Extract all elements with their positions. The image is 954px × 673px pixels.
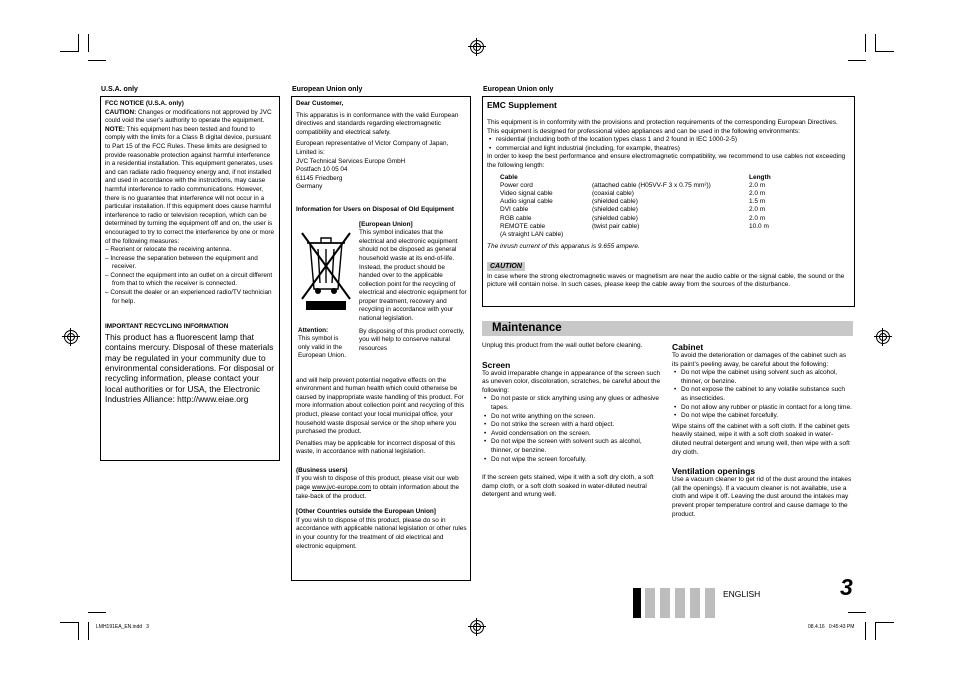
eu-notice-box (291, 96, 471, 581)
conformance-text: This apparatus is in conformance with the valid European directives and standards regarding electromagnetic compatibility and electrical safety. (296, 111, 459, 136)
list-item: • residential (including both of the location types class 1 and 2 found in IEC 1000-2-5) (487, 136, 850, 145)
disposal-continued: and will help prevent potential negative effects on the environment and human health which could otherwise be caused by inappropriate waste handling of this product. For more information about collection point and recycling of this product, please contact your local municipal office, your household waste disposal service or the shop where you purchased the product. (296, 376, 465, 436)
list-item: • Do not wipe the cabinet forcefully. (672, 412, 852, 421)
crop-mark (865, 34, 866, 52)
list-item: • Do not strike the screen with a hard object. (482, 421, 662, 430)
print-timestamp: 08.4.16 0:45:43 PM (808, 624, 855, 630)
fcc-measures-list (105, 246, 276, 306)
registration-mark-icon (64, 330, 78, 344)
column-header-eu: European Union only (292, 86, 363, 93)
crossed-out-bin-icon (298, 229, 354, 311)
crop-mark (865, 622, 866, 640)
inrush-current: The inrush current of this apparatus is 9.655 ampere. (487, 243, 640, 251)
cable-note: In order to keep the best performance and ensure electromagnetic compatibility, we recommend to use cables not exceeding the following length: (487, 153, 846, 169)
list-item: • Do not wipe the cabinet using solvent such as alcohol, thinner, or benzine. (672, 369, 852, 386)
crop-mark (876, 51, 894, 52)
fcc-note: NOTE: This equipment has been tested and found to comply with the limits for a Class B digital device, pursuant to Part 15 of the FCC Rules. These limits are designed to provide reasonable protection against harmful interference in a residential installation. This equipment generates, uses and can radiate radio frequency energy and, if not installed and used in accordance with the instructions, may cause harmful interference to radio communications. However, there is no guarantee that interference will not occur in a particular installation. If this equipment does cause harmful interference to radio or television reception, which can be determined by turning the equipment off and on, the user is encouraged to try to correct the interference by one or more of the following measures: (105, 125, 275, 245)
emc-title: EMC Supplement (487, 100, 557, 110)
environments-list (487, 136, 850, 153)
jvc-europe-link[interactable]: www.jvc-europe.com (312, 484, 371, 492)
crop-mark (875, 34, 876, 52)
page-marker-gray-bars (645, 588, 717, 618)
crop-mark (60, 51, 78, 52)
crop-mark (848, 612, 866, 613)
dear-customer: Dear Customer, (296, 100, 344, 107)
registration-mark-icon (470, 620, 484, 634)
table-row: Power cord (attached cable (H05VV-F 3 x 0.75 mm²)) 2.0 m (500, 181, 766, 189)
registration-mark-icon (876, 330, 890, 344)
maintenance-title: Maintenance (492, 322, 562, 334)
list-item: • Do not wipe the screen with solvent such as alcohol, thinner, or benzine. (482, 438, 662, 455)
ventilation-title: Ventilation openings (672, 466, 756, 477)
table-header: Cable Length (500, 173, 771, 181)
column-header-eu-emc: European Union only (483, 86, 554, 93)
unplug-text: Unplug this product from the wall outlet before cleaning. (482, 342, 643, 349)
page-marker-black-bar (633, 588, 641, 618)
fcc-caution: CAUTION: Changes or modifications not approved by JVC could void the user’s authority to operate the equipment. (105, 108, 272, 125)
crop-mark (848, 60, 866, 61)
emc-caution-text: In case where the strong electromagnetic waves or magnetism are near the audio cable or the signal cable, the sound or the picture will contain noise. In such cases, please keep the cable away from the sources of the disturbance. (487, 272, 845, 289)
fcc-notice-title: FCC NOTICE (U.S.A. only) (105, 100, 184, 107)
list-item: • commercial and light industrial (including, for example, theatres) (487, 145, 850, 154)
other-countries-title: [Other Countries outside the European Union] (296, 508, 436, 516)
list-item: – Consult the dealer or an experienced radio/TV technician for help. (105, 289, 272, 305)
list-item: • Do not paste or stick anything using any glues or adhesive tapes. (482, 395, 662, 412)
table-row: DVI cable (shielded cable) 2.0 m (500, 206, 766, 214)
maintenance-banner (482, 321, 853, 336)
list-item: • Do not allow any rubber or plastic in contact for a long time. (672, 404, 852, 413)
fcc-notice-box (100, 96, 280, 461)
maintenance-right-column (672, 342, 852, 519)
language-label: ENGLISH (723, 589, 761, 599)
emc-intro: This equipment is in conformity with the provisions and protection requirements of the corresponding European Directives. This equipment is designed for professional video appliances and can be used in the following environments: (487, 119, 838, 135)
table-row: (A straight LAN cable) (500, 230, 564, 238)
table-row: Video signal cable (coaxial cable) 2.0 m (500, 189, 766, 197)
list-item: – Reorient or relocate the receiving antenna. (105, 246, 232, 254)
emc-supplement-box (482, 96, 855, 307)
crop-mark (88, 60, 106, 61)
cable-length-table (500, 174, 771, 240)
page-number: 3 (840, 574, 853, 600)
recycling-title: IMPORTANT RECYCLING INFORMATION (105, 323, 229, 331)
other-countries-text: If you wish to dispose of this product, please do so in accordance with applicable national legislation or other rules in your country for the treatment of old electrical and electronic equipment. (296, 516, 467, 550)
recycling-text: This product has a fluorescent lamp that contains mercury. Disposal of these materials may be regulated in your community due to environmental considerations. For disposal or recycling information, please contact your local authorities or for USA, the Electronic Industries Alliance: http://www.eiae.org (105, 331, 274, 405)
crop-mark (88, 34, 89, 52)
eu-disposal-text: [European Union] This symbol indicates that the electrical and electronic equipment should not be disposed as general household waste at its end-of-life. Instead, the product should be handed over to the applicable collection point for the recycling of electrical and electronic equipment for proper treatment, recovery and recycling in accordance with your national legislation. By disposing of this product correctly, you will help to conserve natural resources (359, 220, 467, 352)
registration-mark-icon (470, 40, 484, 54)
ventilation-text: Use a vacuum cleaner to get rid of the dust around the intakes (all the openings). If a vacuum cleaner is not available, use a cloth and wipe it off. Leaving the dust around the intakes may prevent proper temperature control and cause damage to the product. (672, 476, 852, 518)
attention-note: Attention: This symbol is only valid in the European Union. (298, 326, 346, 360)
table-row: REMOTE cable (twist pair cable) 10.0 m (500, 222, 769, 230)
business-users-title: (Business users) (296, 466, 348, 474)
maintenance-left-column (482, 342, 662, 500)
business-users-text: If you wish to dispose of this product, please visit our web page www.jvc-europe.com to obtain information about the take-back of the product. (296, 475, 460, 500)
crop-mark (78, 34, 79, 52)
penalties-text: Penalties may be applicable for incorrect disposal of this waste, in accordance with national legislation. (296, 439, 456, 456)
screen-stain-text: If the screen gets stained, wipe it with a soft dry cloth, a soft damp cloth, or a soft cloth soaked in water-diluted neutral detergent and wrung well. (482, 474, 654, 499)
crop-mark (876, 622, 894, 623)
crop-mark (60, 622, 78, 623)
screen-title: Screen (482, 359, 511, 370)
list-item: • Avoid condensation on the screen. (482, 430, 662, 439)
caution-tag: CAUTION (487, 262, 525, 271)
file-info: LMH191EA_EN.indd 3 (96, 624, 150, 630)
screen-intro: To avoid irreparable change in appearance of the screen such as uneven color, discoloration, scratches, be careful about the following: (482, 369, 661, 394)
list-item: • Do not wipe the screen forcefully. (482, 456, 662, 465)
list-item: • Do not expose the cabinet to any volatile substance such as insecticides. (672, 386, 852, 403)
crop-mark (88, 622, 89, 640)
table-row: RGB cable (shielded cable) 2.0 m (500, 214, 766, 222)
cabinet-stain-text: Wipe stains off the cabinet with a soft cloth. If the cabinet gets heavily stained, wipe it with a soft cloth soaked in water-diluted neutral detergent and wrung well, then wipe with a soft dry cloth. (672, 422, 850, 456)
list-item: – Increase the separation between the equipment and receiver. (105, 254, 258, 271)
list-item: – Connect the equipment into an outlet on a circuit different from that to which the receiver is connected. (105, 271, 273, 288)
crop-mark (875, 622, 876, 640)
representative-address: European representative of Victor Company of Japan, Limited is: JVC Technical Services Europe GmbH Postfach 10 05 04 61145 Friedberg Germany (296, 140, 449, 191)
disposal-title: Information for Users on Disposal of Old Equipment (296, 205, 454, 213)
cabinet-list (672, 369, 852, 421)
screen-list (482, 395, 662, 464)
crop-mark (78, 622, 79, 640)
crop-mark (88, 612, 106, 613)
cabinet-intro: To avoid the deterioration or damages of the cabinet such as its paint’s peeling away, be careful about the following: (672, 352, 847, 368)
cabinet-title: Cabinet (672, 342, 704, 352)
table-row: Audio signal cable (shielded cable) 1.5 m (500, 198, 766, 206)
column-header-usa: U.S.A. only (101, 86, 138, 93)
list-item: • Do not write anything on the screen. (482, 413, 662, 422)
